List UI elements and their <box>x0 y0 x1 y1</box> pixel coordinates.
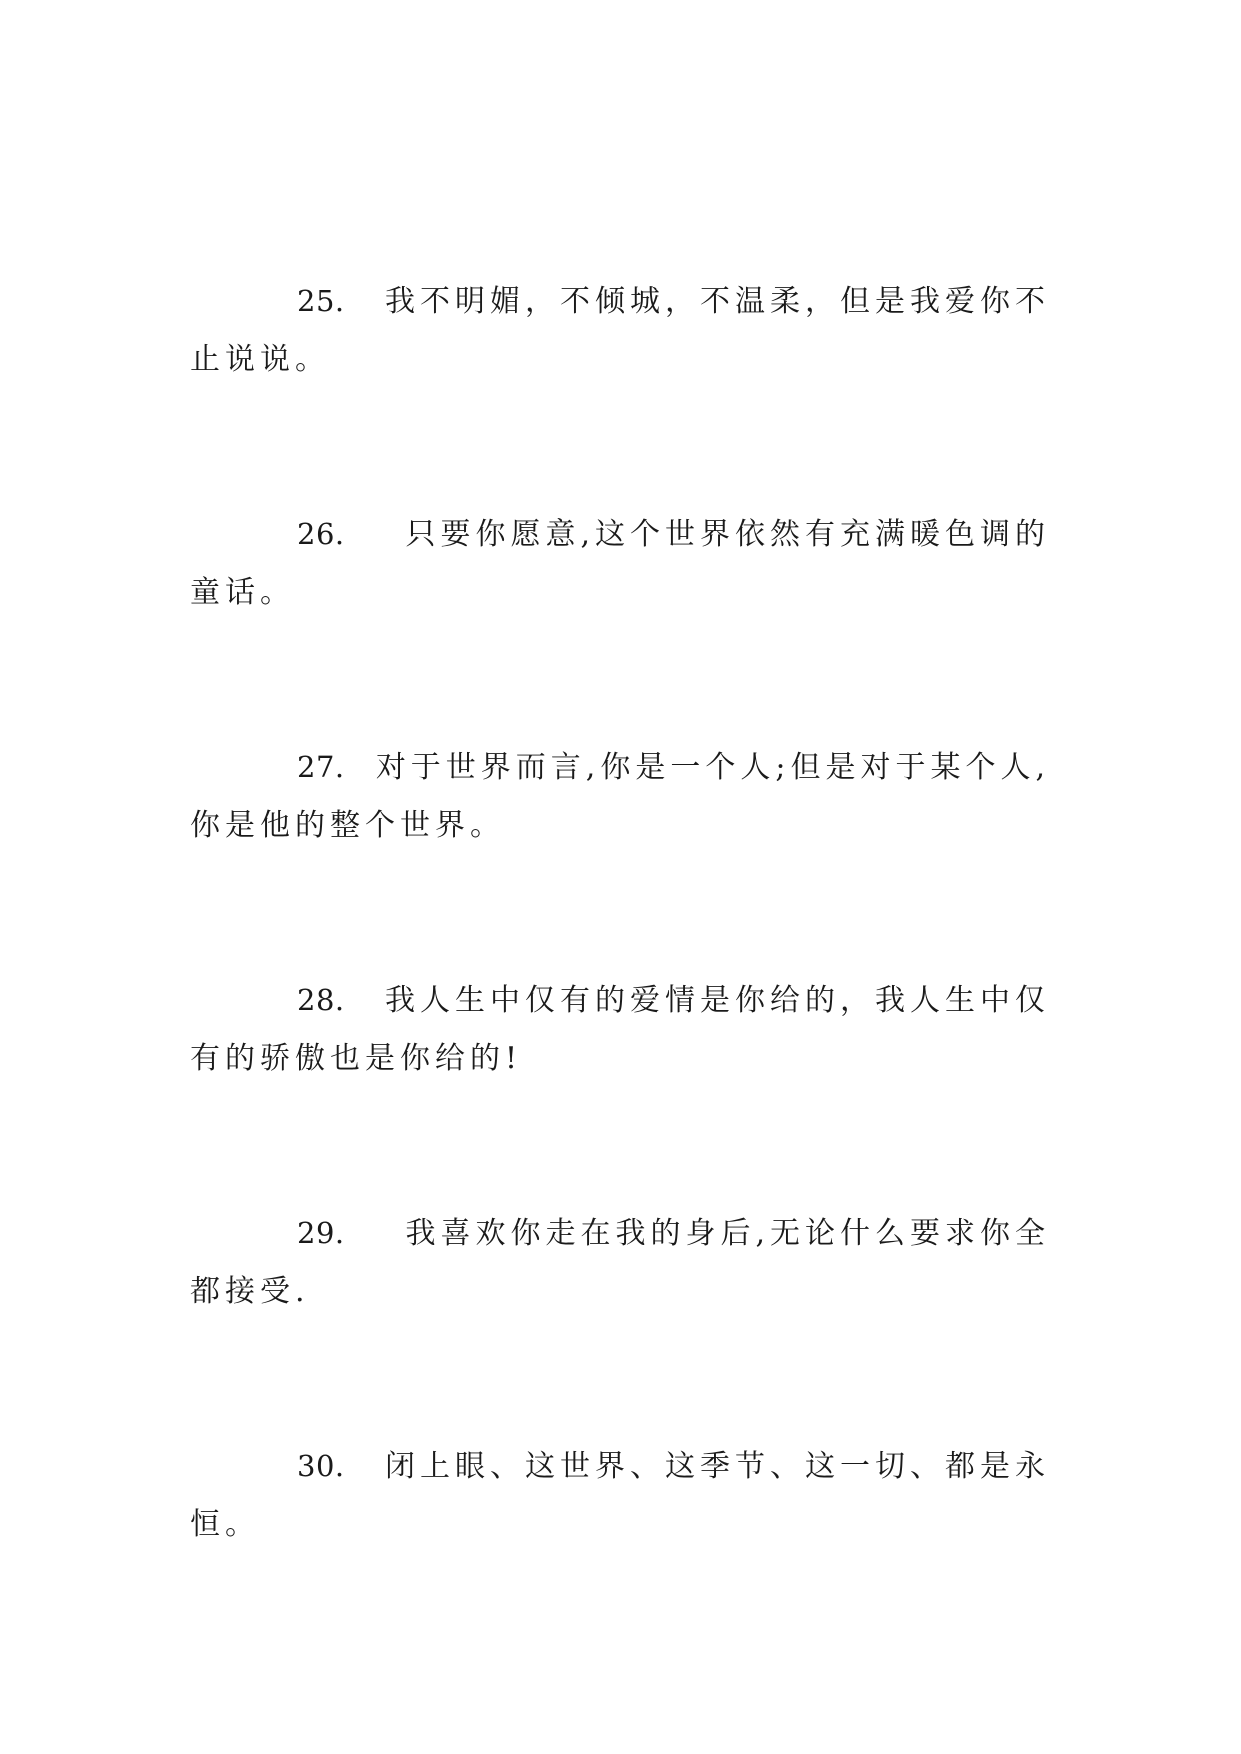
entry-first-line <box>190 1204 1050 1263</box>
entry-first-line <box>190 272 1050 331</box>
entry-text: 只要你愿意,这个世界依然有充满暖色调的 <box>405 517 1050 552</box>
entry-text: 闭上眼、这世界、这季节、这一切、都是永 <box>385 1449 1050 1484</box>
list-item <box>190 738 1050 855</box>
entry-text: 我喜欢你走在我的身后,无论什么要求你全 <box>405 1216 1050 1251</box>
entry-continuation: 止说说。 <box>190 342 330 377</box>
entry-continuation: 童话。 <box>190 575 295 610</box>
entry-number: 29. <box>297 1216 345 1250</box>
entry-number: 27. <box>297 750 345 784</box>
entry-first-line <box>190 738 1050 797</box>
entry-number: 25. <box>297 284 345 318</box>
entry-first-line <box>190 505 1050 564</box>
entry-text: 我人生中仅有的爱情是你给的，我人生中仅 <box>385 983 1050 1018</box>
entry-continuation: 恒。 <box>190 1507 260 1542</box>
entry-number: 28. <box>297 983 345 1017</box>
entry-continuation: 有的骄傲也是你给的! <box>190 1041 523 1076</box>
list-item <box>190 971 1050 1088</box>
list-item <box>190 1204 1050 1321</box>
entry-number: 30. <box>297 1449 345 1483</box>
list-item <box>190 505 1050 622</box>
list-item <box>190 1437 1050 1554</box>
entry-number: 26. <box>297 517 345 551</box>
entry-continuation: 你是他的整个世界。 <box>190 808 505 843</box>
entry-text: 对于世界而言,你是一个人;但是对于某个人, <box>375 750 1050 785</box>
entry-first-line <box>190 971 1050 1030</box>
entry-first-line <box>190 1437 1050 1496</box>
entry-text: 我不明媚，不倾城，不温柔，但是我爱你不 <box>385 284 1050 319</box>
entry-continuation: 都接受. <box>190 1274 310 1309</box>
list-item <box>190 272 1050 389</box>
